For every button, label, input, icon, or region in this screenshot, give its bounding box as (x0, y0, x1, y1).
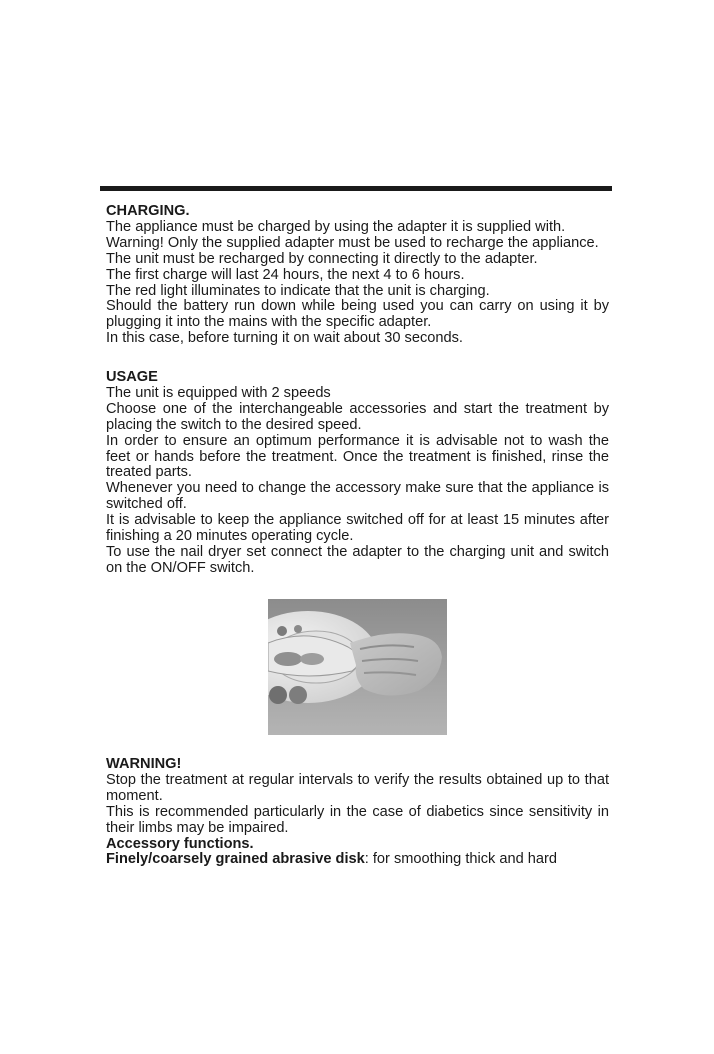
usage-text-6: To use the nail dryer set connect the adapter to the charging unit and switch on the ON/OFF switch. (106, 543, 609, 576)
usage-text-2: Choose one of the interchangeable accessories and start the treatment by placing the switch to the desired speed. (106, 400, 609, 433)
charging-text-3: The unit must be recharged by connecting it directly to the adapter. (106, 250, 538, 267)
charging-text-5: The red light illuminates to indicate that the unit is charging. (106, 282, 490, 299)
charging-text-6: Should the battery run down while being used you can carry on using it by plugging it into the mains with the specific adapter. (106, 298, 609, 331)
warning-heading: WARNING! (106, 756, 182, 772)
device-photo (268, 599, 447, 735)
charging-text-4: The first charge will last 24 hours, the next 4 to 6 hours. (106, 266, 465, 283)
charging-heading: CHARGING. (106, 203, 190, 219)
disk-description (106, 852, 609, 868)
warning-section (106, 757, 609, 868)
usage-text-5: It is advisable to keep the appliance switched off for at least 15 minutes after finishing a 20 minutes operating cycle. (106, 512, 609, 545)
disk-term: Finely/coarsely grained abrasive disk (106, 851, 365, 868)
usage-text-4: Whenever you need to change the accessory make sure that the appliance is switched off. (106, 480, 609, 513)
device-illustration (268, 599, 447, 735)
disk-text: : for smoothing thick and hard (364, 851, 558, 868)
warning-text-1: Stop the treatment at regular intervals to verify the results obtained up to that moment. (106, 771, 609, 804)
usage-heading: USAGE (106, 369, 158, 385)
usage-text-3: In order to ensure an optimum performance it is advisable not to wash the feet or hands before the treatment. Once the treatment is finished, rinse the treated parts. (106, 432, 609, 481)
charging-section (106, 204, 609, 347)
top-rule (100, 186, 612, 191)
accessory-heading: Accessory functions. (106, 835, 254, 852)
usage-text-1: The unit is equipped with 2 speeds (106, 384, 331, 401)
usage-section (106, 370, 609, 577)
charging-text-2: Warning! Only the supplied adapter must be used to recharge the appliance. (106, 234, 599, 251)
charging-text-1: The appliance must be charged by using the adapter it is supplied with. (106, 218, 566, 235)
warning-text-2: This is recommended particularly in the case of diabetics since sensitivity in their limbs may be impaired. (106, 803, 609, 836)
charging-text-7: In this case, before turning it on wait about 30 seconds. (106, 330, 463, 347)
